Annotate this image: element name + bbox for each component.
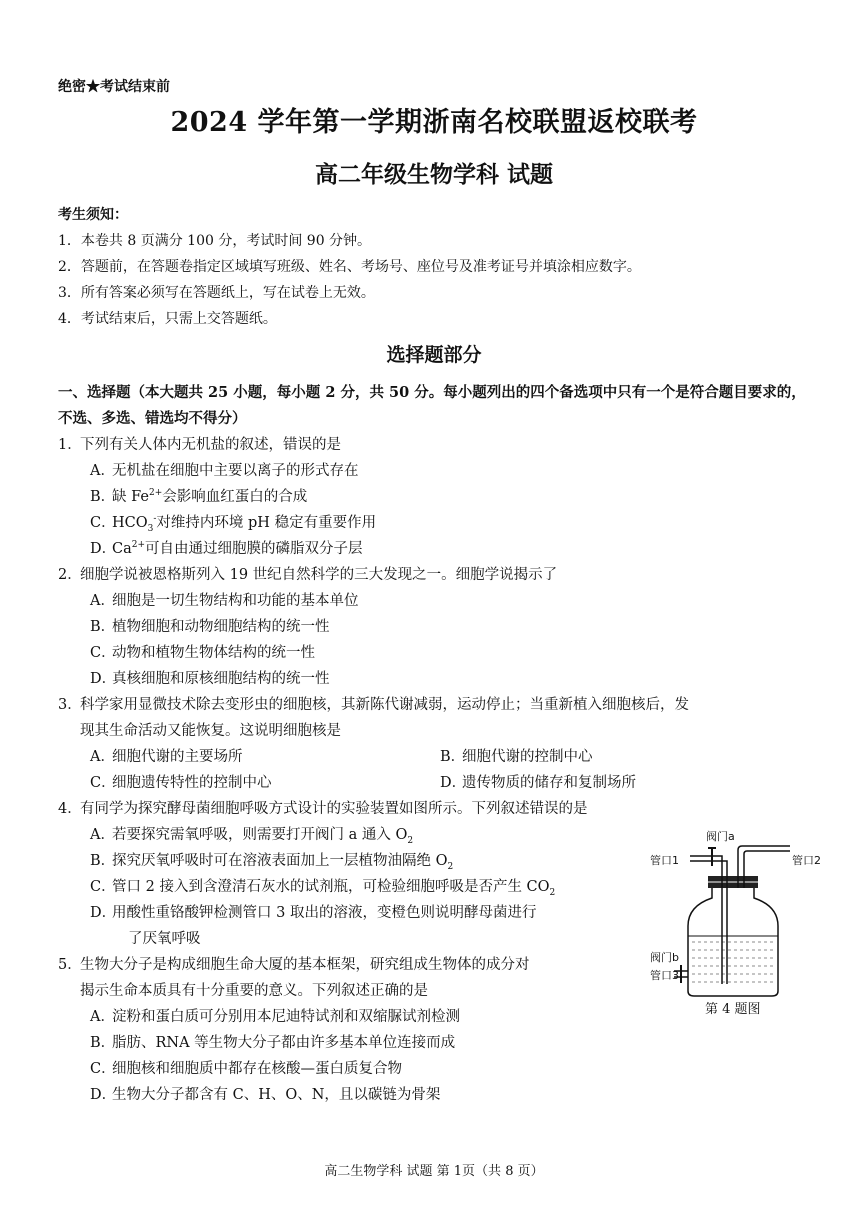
- question-stem: 1．下列有关人体内无机盐的叙述，错误的是: [58, 437, 341, 453]
- option-d: D．生物大分子都含有 C、H、O、N，且以碳链为骨架: [90, 1087, 441, 1103]
- question-stem-continued: 揭示生命本质具有十分重要的意义。下列叙述正确的是: [80, 983, 428, 999]
- notice-item: 1．本卷共 8 页满分 100 分，考试时间 90 分钟。: [58, 233, 372, 249]
- notice-item: 3．所有答案必须写在答题纸上，写在试卷上无效。: [58, 285, 375, 301]
- question-stem: 5．生物大分子是构成细胞生命大厦的基本框架，研究组成生物体的成分对: [58, 957, 530, 973]
- port-3-label: 管口3: [650, 969, 679, 982]
- option-d: D．用酸性重铬酸钾检测管口 3 取出的溶液，变橙色则说明酵母菌进行: [90, 905, 537, 921]
- confidential-label: 绝密★考试结束前: [58, 79, 170, 95]
- option-a: A．若要探究需氧呼吸，则需要打开阀门 a 通入 $O_2$: [90, 827, 414, 846]
- figure-caption: 第 4 题图: [705, 1002, 761, 1017]
- option-c: C．动物和植物生物体结构的统一性: [90, 645, 315, 661]
- notice-list: [58, 228, 828, 332]
- question-stem-continued: 现其生命活动又能恢复。这说明细胞核是: [80, 723, 341, 739]
- option-b: B．脂肪、RNA 等生物大分子都由许多基本单位连接而成: [90, 1035, 456, 1051]
- question-stem: 2．细胞学说被恩格斯列入 19 世纪自然科学的三大发现之一。细胞学说揭示了: [58, 567, 558, 583]
- option-d: D．真核细胞和原核细胞结构的统一性: [90, 671, 330, 687]
- option-a: A．细胞代谢的主要场所: [90, 749, 243, 765]
- option-c: C．$HCO_3^-$对维持内环境 pH 稳定有重要作用: [90, 514, 377, 534]
- section-instruction: 一、选择题（本大题共 25 小题，每小题 2 分，共 50 分。每小题列出的四个备选项中只有一个是符合题目要求的，不选、多选、错选均不得分）: [58, 384, 806, 427]
- option-a: A．无机盐在细胞中主要以离子的形式存在: [90, 463, 359, 479]
- question-stem: 4．有同学为探究酵母菌细胞呼吸方式设计的实验装置如图所示。下列叙述错误的是: [58, 801, 588, 817]
- option-row: [58, 744, 818, 770]
- option-a: A．淀粉和蛋白质可分别用本尼迪特试剂和双缩脲试剂检测: [90, 1009, 460, 1025]
- option-c: C．细胞遗传特性的控制中心: [90, 775, 272, 791]
- notice-heading: 考生须知：: [58, 207, 128, 223]
- question-2: [58, 562, 818, 692]
- notice-item: 2．答题前，在答题卷指定区域填写班级、姓名、考场号、座位号及准考证号并填涂相应数字。: [58, 259, 641, 275]
- valve-b-label: 阀门b: [650, 951, 679, 964]
- section-title: 选择题部分: [386, 344, 482, 366]
- option-b: B．细胞代谢的控制中心: [440, 749, 593, 765]
- option-b: B．缺 $Fe^{2+}$会影响血红蛋白的合成: [90, 488, 308, 505]
- q4-apparatus-figure: [650, 826, 830, 1026]
- page-footer: 高二生物学科 试题 第 1页（共 8 页）: [324, 1164, 544, 1179]
- question-1: [58, 432, 818, 562]
- option-d: D．$Ca^{2+}$可自由通过细胞膜的磷脂双分子层: [90, 540, 363, 557]
- option-c: C．细胞核和细胞质中都存在核酸—蛋白质复合物: [90, 1061, 402, 1077]
- option-b: B．探究厌氧呼吸时可在溶液表面加上一层植物油隔绝 $O_2$: [90, 853, 454, 872]
- option-d-continued: 了厌氧呼吸: [128, 931, 201, 947]
- notice-item: 4．考试结束后，只需上交答题纸。: [58, 311, 277, 327]
- bottle-outline: [688, 886, 778, 996]
- option-d: D．遗传物质的储存和复制场所: [440, 775, 636, 791]
- question-3: [58, 692, 818, 796]
- exam-title: 2024 学年第一学期浙南名校联盟返校联考: [170, 107, 698, 138]
- port-1-label: 管口1: [650, 854, 679, 867]
- exam-subtitle: 高二年级生物学科 试题: [314, 161, 553, 188]
- inlet-tube: [690, 856, 722, 984]
- option-row: [58, 770, 818, 796]
- option-a: A．细胞是一切生物结构和功能的基本单位: [90, 593, 359, 609]
- option-b: B．植物细胞和动物细胞结构的统一性: [90, 619, 330, 635]
- option-c: C．管口 2 接入到含澄清石灰水的试剂瓶，可检验细胞呼吸是否产生 $CO_2$: [90, 879, 556, 898]
- question-stem: 3．科学家用显微技术除去变形虫的细胞核，其新陈代谢减弱，运动停止；当重新植入细胞核后，发: [58, 697, 689, 713]
- port-2-label: 管口2: [792, 854, 821, 867]
- valve-a-label: 阀门a: [706, 830, 735, 843]
